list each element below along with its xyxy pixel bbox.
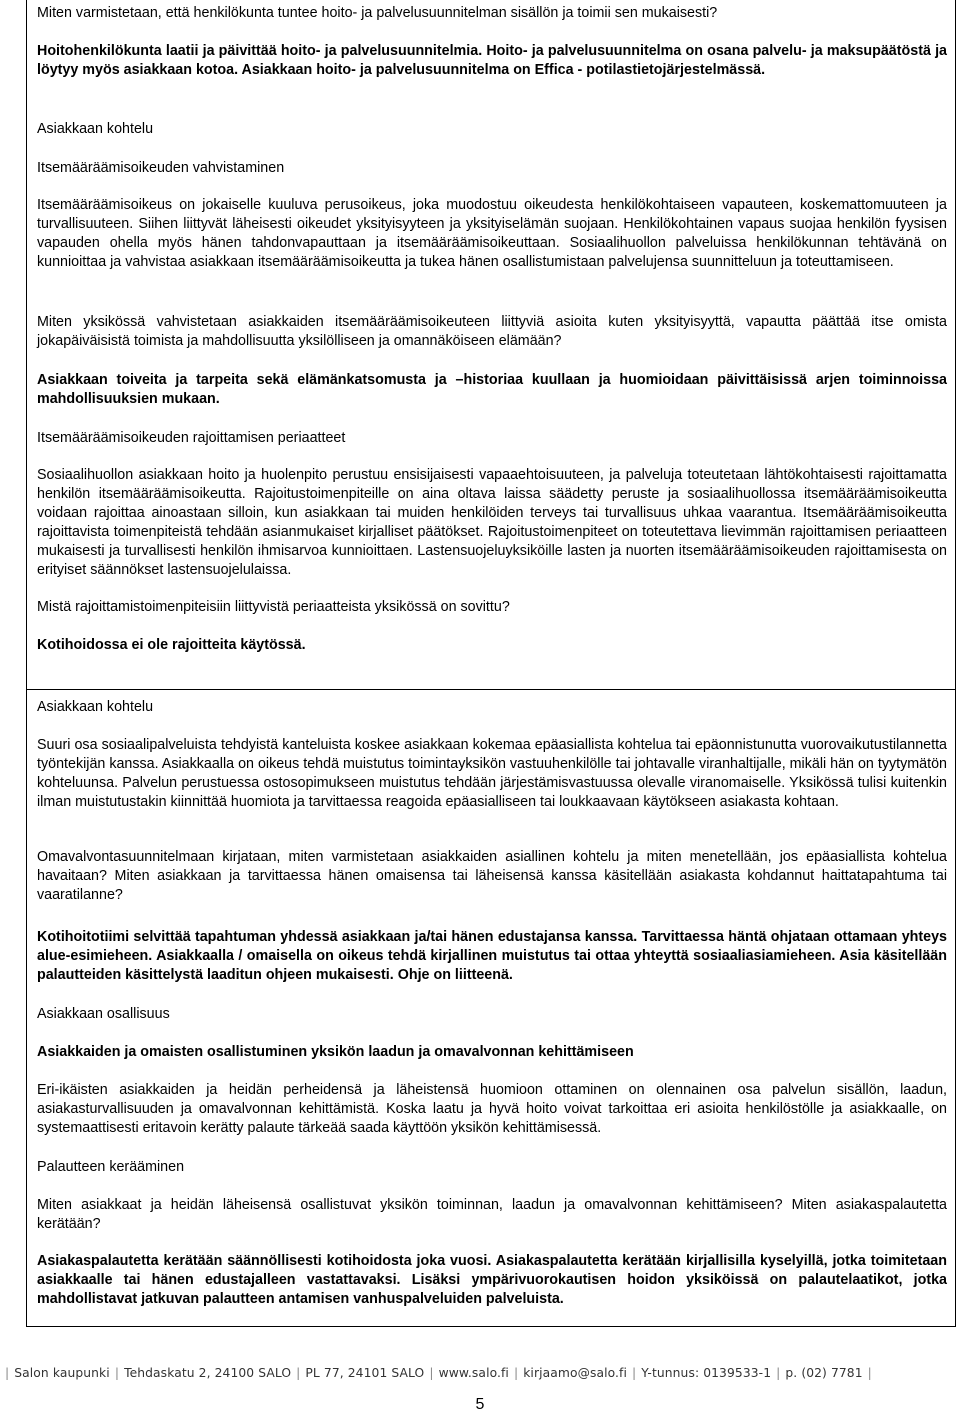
question-rajoittamistoimenpiteet: Mistä rajoittamistoimenpiteisiin liittyvistä periaatteista yksikössä on sovittu?: [37, 599, 510, 615]
footer-separator: |: [632, 1366, 637, 1380]
answer-palaute: Asiakaspalautetta kerätään säännöllisesti kotihoidosta joka vuosi. Asiakaspalautetta kerätään kirjallisilla kyselyillä, jotka toimitetaan asiakkaalle tai hänen edustajalleen vastattavaksi. Lisäksi ympärivuorokautisen hoidon yksiköissä on palautelaatikot, jotka mahdollistavat jatkuvan palautteen antamisen vanhuspalveluiden palveluista.: [37, 1253, 947, 1307]
footer-separator: |: [513, 1366, 519, 1380]
heading-osallistuminen: Asiakkaiden ja omaisten osallistuminen yksikön laadun ja omavalvonnan kehittämiseen: [37, 1044, 634, 1060]
question-plan: Miten varmistetaan, että henkilökunta tuntee hoito- ja palvelusuunnitelman sisällön ja toimii sen mukaisesti?: [37, 5, 718, 21]
question-vahvistetaan: Miten yksikössä vahvistetaan asiakkaiden itsemääräämisoikeuteen liittyviä asioita kuten yksityisyyttä, vapautta päättää itse omista jokapäiväisistä toimista ja mahdollisuutta yksilölliseen ja omannäköiseen elämään?: [37, 314, 947, 349]
footer-email-link[interactable]: kirjaamo@salo.fi: [523, 1366, 628, 1380]
heading-asiakkaan-kohtelu: Asiakkaan kohtelu: [37, 121, 154, 137]
footer-separator: |: [5, 1366, 10, 1380]
paragraph-kohtelu: Suuri osa sosiaalipalveluista tehdyistä kanteluista koskee asiakkaan kokemaa epäasiallista kohtelua tai epäonnistunutta vuorovaikutustilannetta työntekijän kanssa. Asiakkaalla on oikeus tehdä muistutus toimintayksikön vastuuhenkilölle tai johtavalle viranhaltijalle, mikäli hän on tyytymätön kohteluunsa. Palvelun perustuessa ostosopimukseen muistutus tehdään järjestämisvastuussa olevalle viranomaiselle. Yksikössä tulisi kuitenkin ilman muistutustakin kiinnittää huomiota ja tarvittaessa reagoida epäasialliseen tai loukkaavaan käytökseen asiakasta kohtaan.: [37, 737, 947, 810]
footer-business-id: Y-tunnus: 0139533-1: [641, 1366, 772, 1380]
heading-itsemaaraamisoikeuden-vahvistaminen: Itsemääräämisoikeuden vahvistaminen: [37, 160, 285, 176]
heading-asiakkaan-osallisuus: Asiakkaan osallisuus: [37, 1006, 170, 1022]
question-palaute: Miten asiakkaat ja heidän läheisensä osallistuvat yksikön toiminnan, laadun ja omavalvonnan kehittämiseen? Miten asiakaspalautetta kerätään?: [37, 1197, 947, 1232]
footer-organization: Salon kaupunki: [14, 1366, 110, 1380]
footer-separator: |: [867, 1366, 872, 1380]
answer-kotihoitotiimi: Kotihoitotiimi selvittää tapahtuman yhdessä asiakkaan ja/tai hänen edustajansa kanssa. Tarvittaessa häntä ohjataan ottamaan yhteys alue-esimieheen. Asiakkaalla / omaisella on oikeus tehdä kirjallinen muistutus tai ottaa yhteyttä sosiaaliasiamieheen. Asia käsitellään palautteiden käsittelystä laaditun ohjeen mukaisesti. Ohje on liitteenä.: [37, 929, 947, 983]
heading-palautteen-keraaminen: Palautteen kerääminen: [37, 1159, 185, 1175]
footer: [0, 1366, 960, 1380]
paragraph-omavalvonta: Omavalvontasuunnitelmaan kirjataan, miten varmistetaan asiakkaiden asiallinen kohtelu ja miten menetellään, jos epäasiallista kohtelua havaitaan? Miten asiakkaan ja tarvittaessa hänen omaisensa tai läheisensä kanssa käsitellään asiakasta kohdannut haittatapahtuma tai vaaratilanne?: [37, 849, 947, 903]
heading-rajoittamisen-periaatteet: Itsemääräämisoikeuden rajoittamisen periaatteet: [37, 430, 346, 446]
answer-rajoittamistoimenpiteet: Kotihoidossa ei ole rajoitteita käytössä.: [37, 637, 306, 653]
heading-asiakkaan-kohtelu-2: Asiakkaan kohtelu: [37, 699, 154, 715]
paragraph-osallistuminen: Eri-ikäisten asiakkaiden ja heidän perheidensä ja läheistensä huomioon ottaminen on olennainen osa palvelun sisällön, laadun, asiakasturvallisuuden ja omavalvonnan kehittämistä. Koska laatu ja hyvä hoito voivat tarkoittaa eri asioita henkilöstölle ja asiakkaalle, on systemaattisesti eritavoin kerätty palaute tärkeää saada käyttöön yksikön kehittämisessä.: [37, 1082, 947, 1136]
footer-address: Tehdaskatu 2, 24100 SALO: [124, 1366, 292, 1380]
footer-pobox: PL 77, 24101 SALO: [305, 1366, 425, 1380]
answer-vahvistetaan: Asiakkaan toiveita ja tarpeita sekä elämänkatsomusta ja –historiaa kuullaan ja huomioidaan päivittäisissä arjen toiminnoissa mahdollisuuksien mukaan.: [37, 372, 947, 407]
content-box-2: [26, 689, 956, 1327]
footer-phone: p. (02) 7781: [785, 1366, 863, 1380]
footer-website-link[interactable]: www.salo.fi: [438, 1366, 509, 1380]
footer-separator: |: [114, 1366, 120, 1380]
footer-separator: |: [296, 1366, 301, 1380]
paragraph-rajoittaminen: Sosiaalihuollon asiakkaan hoito ja huolenpito perustuu ensisijaisesti vapaaehtoisuuteen, ja palveluja toteutetaan lähtökohtaisesti rajoittamatta henkilön itsemääräämisoikeutta. Rajoitustoimenpiteille on aina oltava laissa säädetty peruste ja sosiaalihuollossa itsemääräämisoikeutta voidaan rajoittaa ainoastaan silloin, kun asiakkaan tai muiden henkilöiden terveys tai turvallisuus uhkaa vaarantua. Itsemääräämisoikeutta rajoittavista toimenpiteistä tehdään asianmukaiset kirjalliset päätökset. Rajoitustoimenpiteet on toteutettava lievimmän rajoittamisen periaatteen mukaisesti ja turvallisesti henkilön ihmisarvoa kunnioittaen. Lastensuojeluyksiköille lasten ja nuorten itsemääräämisoikeuden rajoittamisesta on erityiset säännökset lastensuojelulaissa.: [37, 467, 947, 578]
footer-separator: |: [776, 1366, 781, 1380]
page-number: 5: [475, 1396, 485, 1413]
paragraph-itsemaaraamisoikeus: Itsemääräämisoikeus on jokaiselle kuuluva perusoikeus, joka muodostuu oikeudesta henkilökohtaiseen vapauteen, koskemattomuuteen ja turvallisuuteen. Siihen liittyvät läheisesti oikeudet yksityisyyteen ja yksityiselämän suojaan. Henkilökohtainen vapaus suojaa henkilön fyysisen vapauden ohella myös hänen tahdonvapauttaan ja itsemääräämisoikeuttaan. Sosiaalihuollon palveluissa henkilökunnan tehtävänä on kunnioittaa ja vahvistaa asiakkaan itsemääräämisoikeutta ja tukea hänen osallistumistaan palvelujensa suunnitteluun ja toteuttamiseen.: [37, 197, 947, 270]
content-box-1: [26, 0, 956, 690]
footer-separator: |: [429, 1366, 434, 1380]
answer-plan: Hoitohenkilökunta laatii ja päivittää hoito- ja palvelusuunnitelmia. Hoito- ja palvelusuunnitelma on osana palvelu- ja maksupäätöstä ja löytyy myös asiakkaan kotoa. Asiakkaan hoito- ja palvelusuunnitelma on Effica - potilastietojärjestelmässä.: [37, 43, 947, 78]
